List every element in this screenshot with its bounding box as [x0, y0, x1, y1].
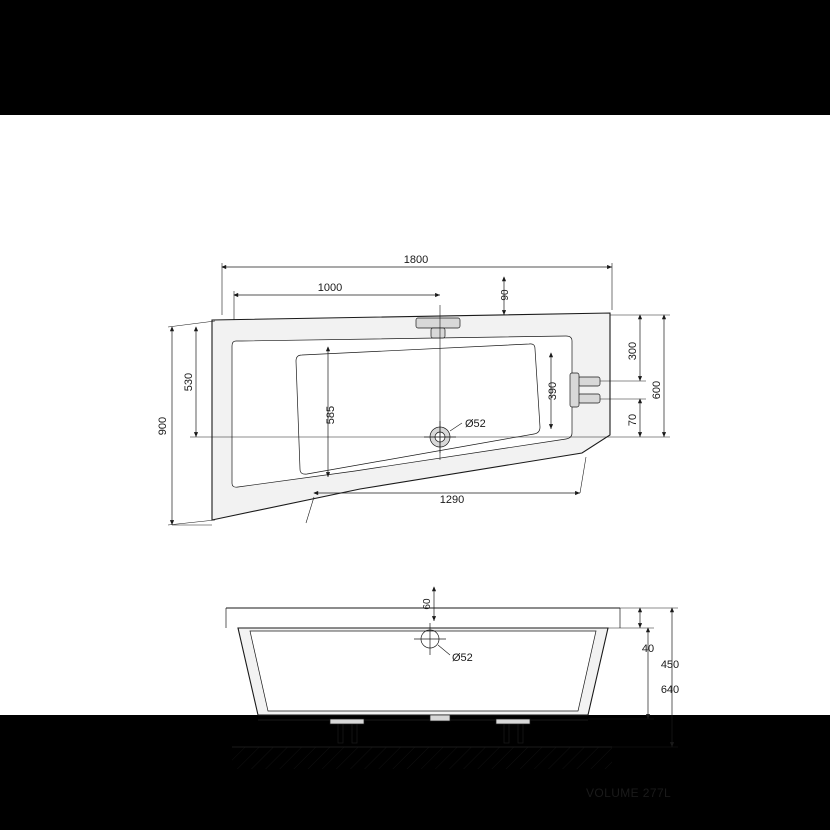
- right-fitting-lower: [578, 394, 600, 403]
- dim-530-label: 530: [183, 372, 195, 392]
- front-rim: [226, 608, 620, 628]
- front-legs: [330, 719, 530, 743]
- dim-1290-ext-right: [580, 457, 586, 493]
- right-fitting-plate: [570, 373, 579, 407]
- dim-600-label: 600: [651, 380, 663, 400]
- dim-900-label: 900: [157, 416, 169, 436]
- front-waste-boss: [430, 715, 450, 721]
- front-waste-label: Ø52: [452, 652, 473, 664]
- dim-1290-label: 1290: [439, 494, 465, 506]
- dim-60-label: 60: [422, 598, 433, 610]
- dim-900-ext-top: [168, 321, 215, 327]
- top-waste-label: Ø52: [465, 418, 486, 430]
- dim-390-label: 390: [547, 381, 559, 401]
- dim-1290-ext-left: [306, 497, 314, 523]
- dim-900-ext-bottom: [168, 520, 215, 525]
- dim-640-label: 640: [660, 684, 680, 696]
- tap-spout-body: [416, 318, 460, 328]
- dim-90-label: 90: [500, 289, 511, 301]
- top-view-group: [157, 254, 670, 525]
- dim-70-label: 70: [627, 413, 639, 427]
- dim-585-label: 585: [325, 405, 337, 425]
- dim-450-label: 450: [660, 659, 680, 671]
- leg-bracket-right: [496, 719, 530, 724]
- front-body-inner: [250, 631, 596, 711]
- tap-spout-neck: [431, 328, 445, 338]
- technical-drawing-svg: [0, 115, 830, 800]
- dim-300-label: 300: [627, 341, 639, 361]
- right-fitting-upper: [578, 377, 600, 386]
- volume-label: VOLUME 277L: [586, 786, 672, 800]
- dim-1000-label: 1000: [317, 282, 343, 294]
- dim-1800-label: 1800: [403, 254, 429, 266]
- floor-hatch: [232, 747, 612, 769]
- drawing-sheet: [0, 115, 830, 800]
- dim-40-label: 40: [641, 643, 655, 655]
- front-view-group: [226, 587, 679, 769]
- leg-bracket-left: [330, 719, 364, 724]
